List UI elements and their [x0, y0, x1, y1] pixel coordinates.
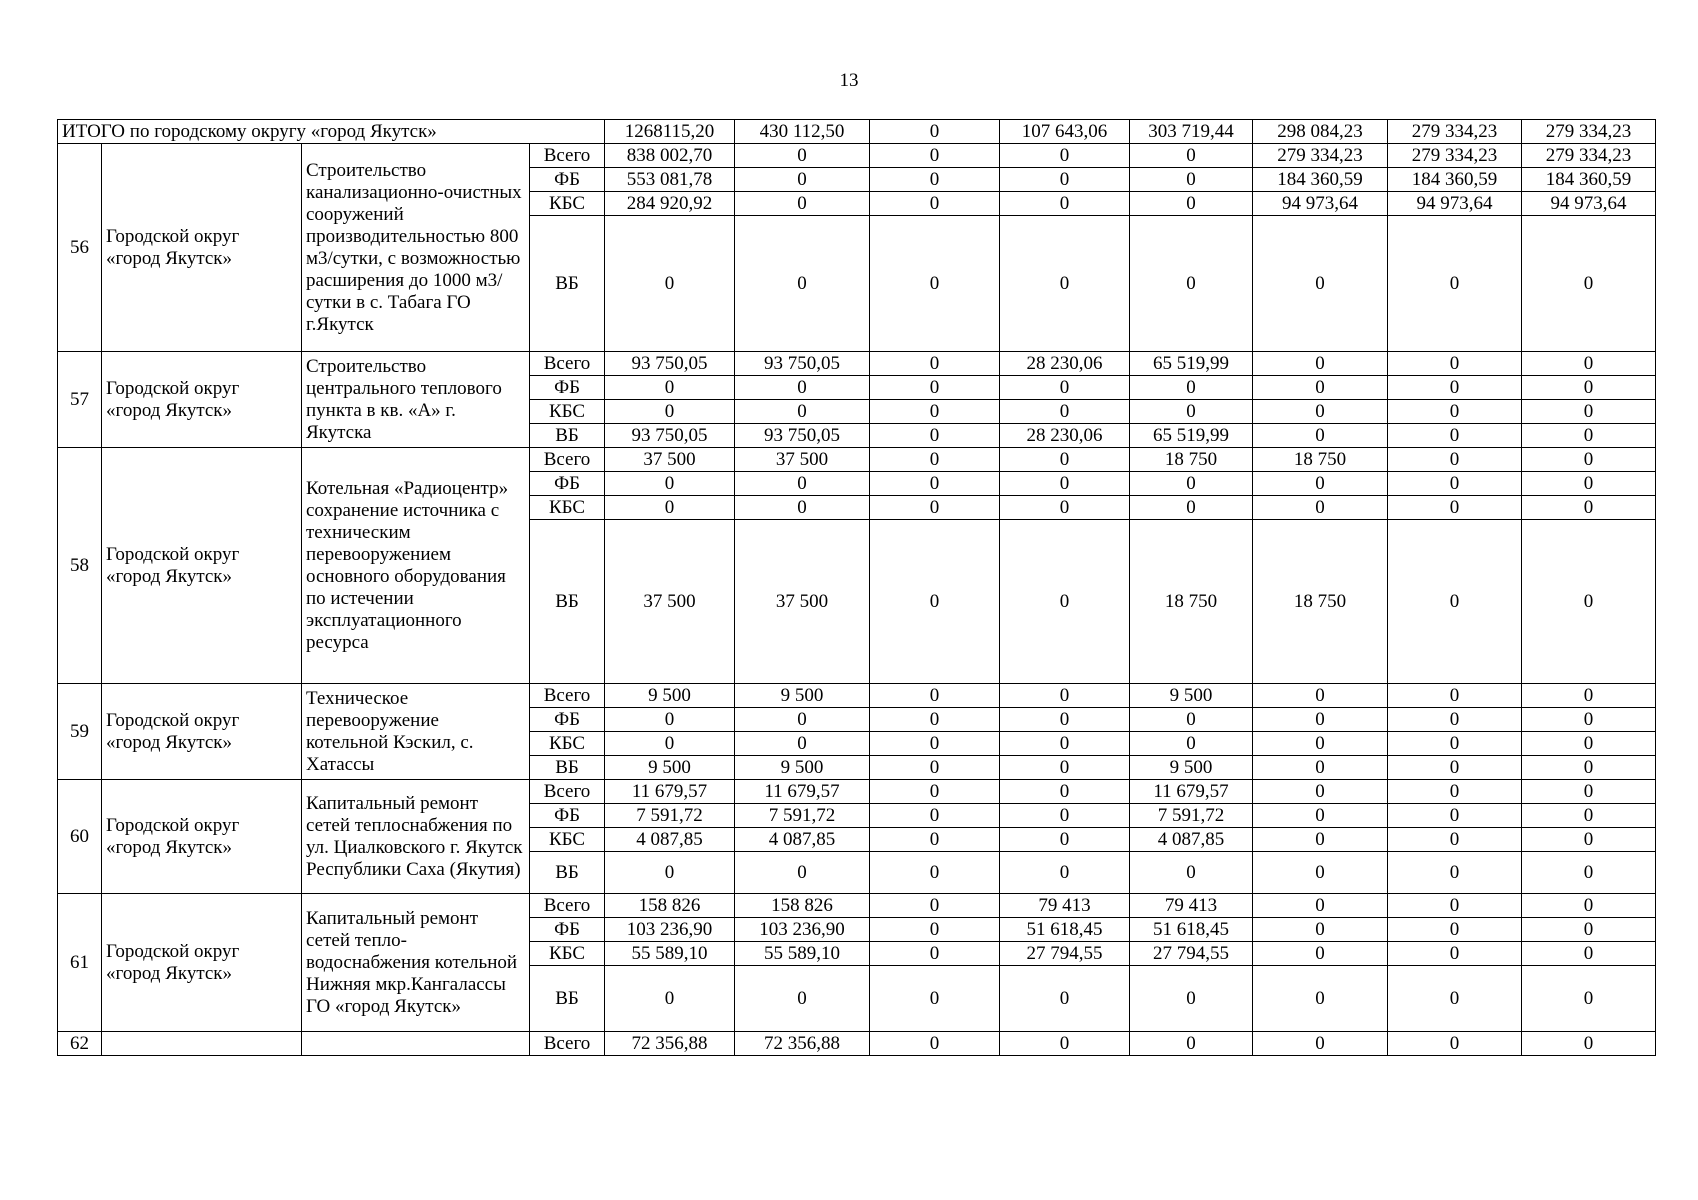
- amount-cell: 0: [1522, 448, 1656, 472]
- amount-cell: 0: [605, 708, 735, 732]
- amount-cell: 65 519,99: [1130, 424, 1253, 448]
- amount-cell: 9 500: [1130, 756, 1253, 780]
- amount-cell: 11 679,57: [605, 780, 735, 804]
- amount-cell: 0: [605, 376, 735, 400]
- amount-cell: 0: [1388, 216, 1522, 352]
- amount-cell: 11 679,57: [1130, 780, 1253, 804]
- amount-cell: 0: [1388, 472, 1522, 496]
- amount-cell: 7 591,72: [605, 804, 735, 828]
- total-value: 107 643,06: [1000, 120, 1130, 144]
- amount-cell: 0: [1388, 400, 1522, 424]
- total-value: 279 334,23: [1388, 120, 1522, 144]
- funding-source-label: ВБ: [530, 424, 605, 448]
- amount-cell: 55 589,10: [605, 942, 735, 966]
- funding-source-label: Всего: [530, 352, 605, 376]
- amount-cell: 0: [1388, 424, 1522, 448]
- amount-cell: 0: [1000, 804, 1130, 828]
- amount-cell: 0: [735, 708, 870, 732]
- project-description: Котельная «Радиоцентр» сохранение источника с техническим перевооружением основного оборудования по истечении эксплуатационного ресурса: [302, 448, 530, 684]
- table-row: [58, 894, 1656, 918]
- amount-cell: 9 500: [605, 756, 735, 780]
- amount-cell: 51 618,45: [1000, 918, 1130, 942]
- amount-cell: 0: [1388, 942, 1522, 966]
- amount-cell: 0: [1388, 520, 1522, 684]
- amount-cell: 0: [605, 966, 735, 1032]
- funding-source-label: ВБ: [530, 216, 605, 352]
- amount-cell: 0: [1253, 966, 1388, 1032]
- amount-cell: 0: [870, 852, 1000, 894]
- project-description: Капитальный ремонт сетей теплоснабжения по ул. Циалковского г. Якутск Республики Саха (Якутия): [302, 780, 530, 894]
- amount-cell: 0: [1000, 708, 1130, 732]
- amount-cell: 79 413: [1000, 894, 1130, 918]
- amount-cell: 0: [1388, 708, 1522, 732]
- table-row: [58, 144, 1656, 168]
- amount-cell: 0: [1000, 192, 1130, 216]
- amount-cell: 0: [870, 168, 1000, 192]
- amount-cell: 0: [735, 732, 870, 756]
- amount-cell: 279 334,23: [1522, 144, 1656, 168]
- amount-cell: 0: [1522, 966, 1656, 1032]
- amount-cell: 0: [605, 732, 735, 756]
- amount-cell: 0: [1522, 918, 1656, 942]
- row-number: 61: [58, 894, 102, 1032]
- municipality-cell: Городской округ «город Якутск»: [102, 144, 302, 352]
- amount-cell: 0: [870, 424, 1000, 448]
- amount-cell: 65 519,99: [1130, 352, 1253, 376]
- amount-cell: 0: [1130, 1032, 1253, 1056]
- amount-cell: 0: [1000, 756, 1130, 780]
- amount-cell: 0: [1388, 732, 1522, 756]
- amount-cell: 0: [1522, 520, 1656, 684]
- project-description: [302, 1032, 530, 1056]
- municipality-cell: [102, 1032, 302, 1056]
- amount-cell: 0: [1130, 852, 1253, 894]
- amount-cell: 0: [1388, 804, 1522, 828]
- funding-source-label: КБС: [530, 400, 605, 424]
- amount-cell: 0: [735, 144, 870, 168]
- page-number: 13: [839, 70, 859, 91]
- amount-cell: 0: [735, 966, 870, 1032]
- amount-cell: 0: [1130, 708, 1253, 732]
- amount-cell: 0: [735, 472, 870, 496]
- amount-cell: 0: [735, 852, 870, 894]
- amount-cell: 0: [870, 708, 1000, 732]
- amount-cell: 0: [1522, 942, 1656, 966]
- amount-cell: 279 334,23: [1253, 144, 1388, 168]
- amount-cell: 0: [1388, 684, 1522, 708]
- funding-source-label: Всего: [530, 684, 605, 708]
- amount-cell: 279 334,23: [1388, 144, 1522, 168]
- amount-cell: 553 081,78: [605, 168, 735, 192]
- amount-cell: 103 236,90: [605, 918, 735, 942]
- amount-cell: 0: [1253, 1032, 1388, 1056]
- amount-cell: 158 826: [735, 894, 870, 918]
- amount-cell: 0: [1388, 352, 1522, 376]
- amount-cell: 0: [1253, 472, 1388, 496]
- amount-cell: 0: [1388, 756, 1522, 780]
- amount-cell: 103 236,90: [735, 918, 870, 942]
- municipality-cell: Городской округ «город Якутск»: [102, 352, 302, 448]
- budget-table: [57, 119, 1656, 1056]
- municipality-cell: Городской округ «город Якутск»: [102, 684, 302, 780]
- amount-cell: 0: [870, 1032, 1000, 1056]
- total-value: 279 334,23: [1522, 120, 1656, 144]
- amount-cell: 0: [870, 448, 1000, 472]
- funding-source-label: ФБ: [530, 918, 605, 942]
- amount-cell: 0: [1522, 828, 1656, 852]
- amount-cell: 9 500: [735, 684, 870, 708]
- amount-cell: 0: [1522, 496, 1656, 520]
- amount-cell: 0: [1253, 756, 1388, 780]
- funding-source-label: ФБ: [530, 168, 605, 192]
- amount-cell: 0: [1253, 894, 1388, 918]
- funding-source-label: КБС: [530, 828, 605, 852]
- amount-cell: 93 750,05: [605, 352, 735, 376]
- funding-source-label: ФБ: [530, 804, 605, 828]
- amount-cell: 0: [870, 192, 1000, 216]
- funding-source-label: Всего: [530, 448, 605, 472]
- amount-cell: 0: [605, 216, 735, 352]
- amount-cell: 4 087,85: [605, 828, 735, 852]
- project-description: Капитальный ремонт сетей тепло-водоснабжения котельной Нижняя мкр.Кангалассы ГО «город Якутск»: [302, 894, 530, 1032]
- amount-cell: 9 500: [605, 684, 735, 708]
- row-number: 62: [58, 1032, 102, 1056]
- funding-source-label: КБС: [530, 496, 605, 520]
- row-number: 57: [58, 352, 102, 448]
- amount-cell: 0: [1130, 472, 1253, 496]
- amount-cell: 0: [870, 732, 1000, 756]
- amount-cell: 0: [1000, 520, 1130, 684]
- amount-cell: 0: [605, 496, 735, 520]
- amount-cell: 0: [1522, 472, 1656, 496]
- amount-cell: 0: [870, 400, 1000, 424]
- funding-source-label: ФБ: [530, 472, 605, 496]
- project-description: Техническое перевооружение котельной Кэскил, с. Хатассы: [302, 684, 530, 780]
- amount-cell: 0: [1522, 756, 1656, 780]
- amount-cell: 94 973,64: [1253, 192, 1388, 216]
- amount-cell: 0: [735, 496, 870, 520]
- amount-cell: 0: [870, 352, 1000, 376]
- row-number: 58: [58, 448, 102, 684]
- row-number: 59: [58, 684, 102, 780]
- row-number: 60: [58, 780, 102, 894]
- amount-cell: 0: [735, 192, 870, 216]
- municipality-cell: Городской округ «город Якутск»: [102, 448, 302, 684]
- funding-source-label: ВБ: [530, 756, 605, 780]
- amount-cell: 55 589,10: [735, 942, 870, 966]
- amount-cell: 0: [1522, 852, 1656, 894]
- amount-cell: 0: [1388, 376, 1522, 400]
- amount-cell: 0: [1388, 780, 1522, 804]
- amount-cell: 0: [870, 756, 1000, 780]
- funding-source-label: Всего: [530, 144, 605, 168]
- amount-cell: 0: [605, 852, 735, 894]
- amount-cell: 18 750: [1253, 520, 1388, 684]
- amount-cell: 0: [1253, 352, 1388, 376]
- amount-cell: 0: [1522, 684, 1656, 708]
- amount-cell: 0: [735, 376, 870, 400]
- amount-cell: 0: [1000, 472, 1130, 496]
- amount-cell: 0: [1522, 780, 1656, 804]
- amount-cell: 0: [1388, 852, 1522, 894]
- amount-cell: 28 230,06: [1000, 352, 1130, 376]
- total-row: [58, 120, 1656, 144]
- amount-cell: 93 750,05: [735, 424, 870, 448]
- amount-cell: 18 750: [1130, 448, 1253, 472]
- amount-cell: 37 500: [605, 520, 735, 684]
- amount-cell: 27 794,55: [1130, 942, 1253, 966]
- table-row: [58, 780, 1656, 804]
- amount-cell: 0: [1000, 828, 1130, 852]
- amount-cell: 0: [1000, 732, 1130, 756]
- amount-cell: 0: [1000, 780, 1130, 804]
- amount-cell: 0: [1388, 496, 1522, 520]
- amount-cell: 0: [870, 496, 1000, 520]
- municipality-cell: Городской округ «город Якутск»: [102, 894, 302, 1032]
- amount-cell: 184 360,59: [1388, 168, 1522, 192]
- funding-source-label: ВБ: [530, 966, 605, 1032]
- funding-source-label: ВБ: [530, 852, 605, 894]
- amount-cell: 184 360,59: [1253, 168, 1388, 192]
- funding-source-label: КБС: [530, 732, 605, 756]
- amount-cell: 4 087,85: [1130, 828, 1253, 852]
- amount-cell: 0: [1388, 894, 1522, 918]
- amount-cell: 94 973,64: [1388, 192, 1522, 216]
- amount-cell: 0: [870, 520, 1000, 684]
- amount-cell: 0: [1522, 400, 1656, 424]
- amount-cell: 0: [1000, 966, 1130, 1032]
- amount-cell: 0: [1000, 400, 1130, 424]
- amount-cell: 838 002,70: [605, 144, 735, 168]
- amount-cell: 184 360,59: [1522, 168, 1656, 192]
- amount-cell: 0: [1388, 918, 1522, 942]
- amount-cell: 11 679,57: [735, 780, 870, 804]
- amount-cell: 0: [1253, 828, 1388, 852]
- amount-cell: 0: [870, 894, 1000, 918]
- amount-cell: 0: [870, 942, 1000, 966]
- amount-cell: 9 500: [735, 756, 870, 780]
- amount-cell: 0: [870, 804, 1000, 828]
- amount-cell: 0: [1522, 732, 1656, 756]
- amount-cell: 0: [1000, 448, 1130, 472]
- project-description: Строительство центрального теплового пункта в кв. «А» г. Якутска: [302, 352, 530, 448]
- amount-cell: 0: [605, 400, 735, 424]
- amount-cell: 93 750,05: [735, 352, 870, 376]
- amount-cell: 0: [735, 216, 870, 352]
- amount-cell: 0: [1522, 352, 1656, 376]
- amount-cell: 0: [1253, 708, 1388, 732]
- amount-cell: 0: [1253, 780, 1388, 804]
- amount-cell: 0: [1000, 1032, 1130, 1056]
- amount-cell: 7 591,72: [735, 804, 870, 828]
- amount-cell: 37 500: [605, 448, 735, 472]
- amount-cell: 0: [605, 472, 735, 496]
- funding-source-label: ВБ: [530, 520, 605, 684]
- amount-cell: 0: [870, 828, 1000, 852]
- amount-cell: 0: [1388, 448, 1522, 472]
- amount-cell: 0: [1253, 400, 1388, 424]
- funding-source-label: ФБ: [530, 708, 605, 732]
- amount-cell: 0: [1522, 376, 1656, 400]
- amount-cell: 0: [870, 216, 1000, 352]
- amount-cell: 18 750: [1253, 448, 1388, 472]
- amount-cell: 0: [1253, 804, 1388, 828]
- amount-cell: 72 356,88: [605, 1032, 735, 1056]
- amount-cell: 0: [1000, 216, 1130, 352]
- amount-cell: 0: [1253, 424, 1388, 448]
- amount-cell: 0: [1388, 828, 1522, 852]
- amount-cell: 4 087,85: [735, 828, 870, 852]
- amount-cell: 0: [1130, 496, 1253, 520]
- project-description: Строительство канализационно-очистных сооружений производительностью 800 м3/сутки, с возможностью расширения до 1000 м3/сутки в с. Табага ГО г.Якутск: [302, 144, 530, 352]
- amount-cell: 0: [1000, 852, 1130, 894]
- amount-cell: 0: [1000, 168, 1130, 192]
- amount-cell: 0: [1130, 732, 1253, 756]
- amount-cell: 0: [1522, 894, 1656, 918]
- amount-cell: 0: [870, 376, 1000, 400]
- amount-cell: 0: [870, 684, 1000, 708]
- amount-cell: 0: [870, 918, 1000, 942]
- funding-source-label: Всего: [530, 894, 605, 918]
- amount-cell: 0: [735, 400, 870, 424]
- amount-cell: 51 618,45: [1130, 918, 1253, 942]
- amount-cell: 0: [1130, 192, 1253, 216]
- amount-cell: 0: [1130, 966, 1253, 1032]
- amount-cell: 0: [870, 780, 1000, 804]
- funding-source-label: ФБ: [530, 376, 605, 400]
- amount-cell: 0: [1253, 216, 1388, 352]
- amount-cell: 0: [1522, 708, 1656, 732]
- amount-cell: 158 826: [605, 894, 735, 918]
- amount-cell: 0: [1253, 376, 1388, 400]
- funding-source-label: Всего: [530, 1032, 605, 1056]
- table-row: [58, 1032, 1656, 1056]
- amount-cell: 0: [1522, 1032, 1656, 1056]
- amount-cell: 0: [1522, 424, 1656, 448]
- amount-cell: 7 591,72: [1130, 804, 1253, 828]
- amount-cell: 27 794,55: [1000, 942, 1130, 966]
- amount-cell: 28 230,06: [1000, 424, 1130, 448]
- amount-cell: 0: [1253, 732, 1388, 756]
- amount-cell: 0: [1000, 376, 1130, 400]
- amount-cell: 0: [1253, 918, 1388, 942]
- table-row: [58, 448, 1656, 472]
- total-value: 1268115,20: [605, 120, 735, 144]
- amount-cell: 0: [1130, 216, 1253, 352]
- amount-cell: 79 413: [1130, 894, 1253, 918]
- amount-cell: 0: [1522, 804, 1656, 828]
- amount-cell: 0: [1000, 144, 1130, 168]
- amount-cell: 0: [1000, 684, 1130, 708]
- total-value: 430 112,50: [735, 120, 870, 144]
- amount-cell: 9 500: [1130, 684, 1253, 708]
- amount-cell: 18 750: [1130, 520, 1253, 684]
- amount-cell: 0: [870, 966, 1000, 1032]
- total-label: ИТОГО по городскому округу «город Якутск»: [58, 120, 605, 144]
- amount-cell: 0: [1130, 400, 1253, 424]
- total-value: 303 719,44: [1130, 120, 1253, 144]
- funding-source-label: КБС: [530, 942, 605, 966]
- table-row: [58, 352, 1656, 376]
- amount-cell: 0: [735, 168, 870, 192]
- amount-cell: 0: [1388, 966, 1522, 1032]
- total-value: 0: [870, 120, 1000, 144]
- amount-cell: 0: [1522, 216, 1656, 352]
- amount-cell: 0: [870, 144, 1000, 168]
- amount-cell: 37 500: [735, 448, 870, 472]
- amount-cell: 0: [1130, 168, 1253, 192]
- amount-cell: 0: [1388, 1032, 1522, 1056]
- amount-cell: 37 500: [735, 520, 870, 684]
- amount-cell: 0: [1000, 496, 1130, 520]
- funding-source-label: Всего: [530, 780, 605, 804]
- funding-source-label: КБС: [530, 192, 605, 216]
- amount-cell: 0: [1130, 376, 1253, 400]
- amount-cell: 284 920,92: [605, 192, 735, 216]
- amount-cell: 0: [1130, 144, 1253, 168]
- amount-cell: 0: [870, 472, 1000, 496]
- row-number: 56: [58, 144, 102, 352]
- amount-cell: 0: [1253, 942, 1388, 966]
- amount-cell: 94 973,64: [1522, 192, 1656, 216]
- amount-cell: 0: [1253, 852, 1388, 894]
- table-row: [58, 684, 1656, 708]
- total-value: 298 084,23: [1253, 120, 1388, 144]
- amount-cell: 0: [1253, 684, 1388, 708]
- amount-cell: 93 750,05: [605, 424, 735, 448]
- amount-cell: 72 356,88: [735, 1032, 870, 1056]
- amount-cell: 0: [1253, 496, 1388, 520]
- municipality-cell: Городской округ «город Якутск»: [102, 780, 302, 894]
